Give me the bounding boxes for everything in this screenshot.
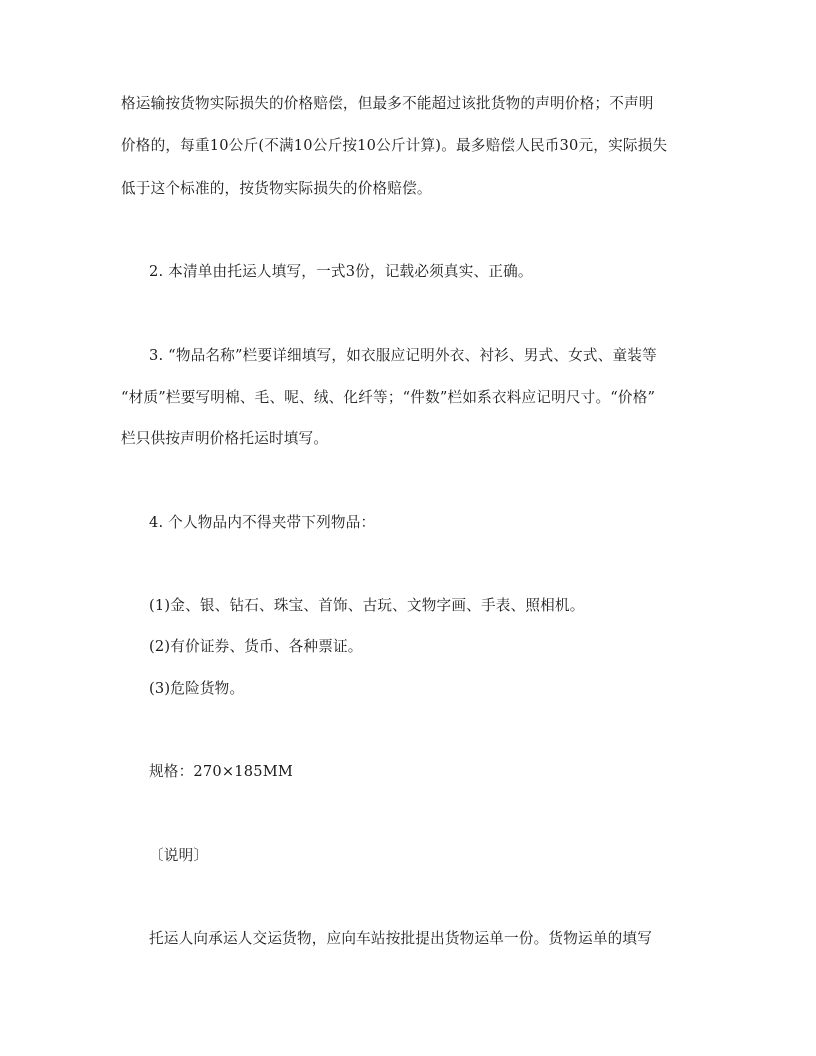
section-heading: 〔说明〕 [149,847,209,864]
sub-item-3: (3)危险货物。 [149,680,245,697]
sub-item-1: (1)金、银、钻石、珠宝、首饰、古玩、文物字画、手表、照相机。 [149,597,585,614]
paragraph-line: 格运输按货物实际损失的价格赔偿，但最多不能超过该批货物的声明价格；不声明 [121,95,654,112]
spec-line: 规格：270×185MM [149,763,294,780]
paragraph-line: 价格的，每重10公斤(不满10公斤按10公斤计算)。最多赔偿人民币30元，实际损失 [121,137,668,154]
list-item-3: 3. “物品名称”栏要详细填写，如衣服应记明外衣、衬衫、男式、女式、童装等 [149,347,657,364]
paragraph-line: 栏只供按声明价格托运时填写。 [121,430,329,447]
list-item-2: 2. 本清单由托运人填写，一式3份，记载必须真实、正确。 [149,263,533,280]
paragraph-line: “材质”栏要写明棉、毛、呢、绒、化纤等；“件数”栏如系衣料应记明尺寸。“价格” [121,389,656,406]
paragraph-line: 低于这个标准的，按货物实际损失的价格赔偿。 [121,180,432,197]
paragraph-line: 托运人向承运人交运货物，应向车站按批提出货物运单一份。货物运单的填写 [149,930,652,947]
sub-item-2: (2)有价证券、货币、各种票证。 [149,638,363,655]
list-item-4: 4. 个人物品内不得夹带下列物品： [149,514,376,531]
